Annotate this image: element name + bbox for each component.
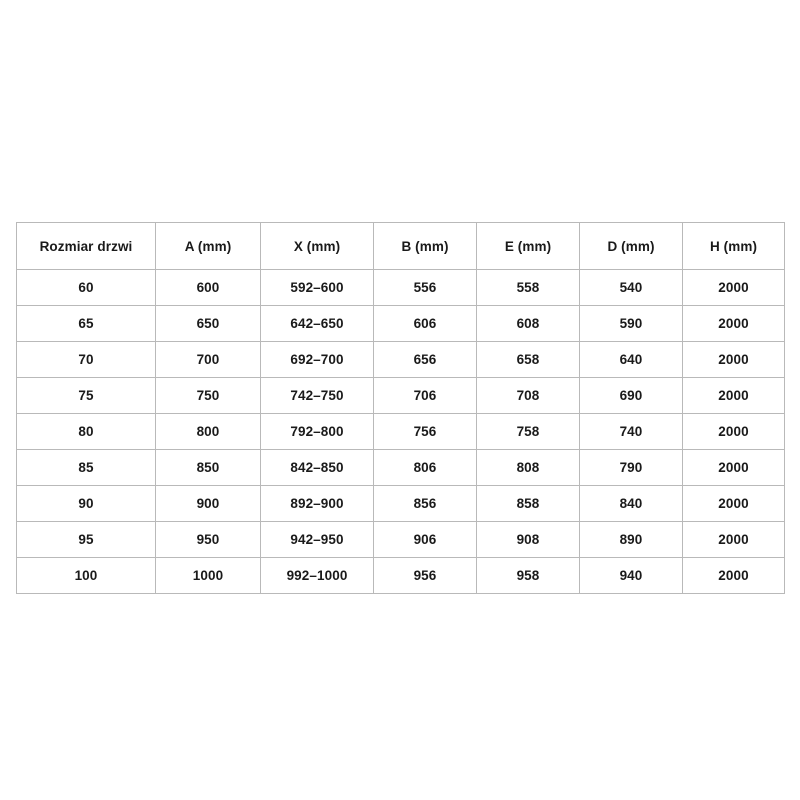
cell-rozmiar-drzwi: 60 [17,270,156,306]
cell-x: 742–750 [261,378,374,414]
cell-h: 2000 [683,414,785,450]
cell-b: 906 [374,522,477,558]
table-row [17,342,785,378]
spec-table-container [16,222,784,594]
cell-x: 942–950 [261,522,374,558]
cell-h: 2000 [683,522,785,558]
cell-h: 2000 [683,450,785,486]
cell-b: 856 [374,486,477,522]
cell-d: 640 [580,342,683,378]
cell-h: 2000 [683,306,785,342]
cell-b: 806 [374,450,477,486]
cell-x: 692–700 [261,342,374,378]
cell-a: 650 [156,306,261,342]
cell-d: 790 [580,450,683,486]
table-row [17,522,785,558]
cell-e: 608 [477,306,580,342]
cell-rozmiar-drzwi: 65 [17,306,156,342]
cell-b: 556 [374,270,477,306]
cell-e: 758 [477,414,580,450]
cell-e: 708 [477,378,580,414]
cell-e: 658 [477,342,580,378]
cell-b: 756 [374,414,477,450]
cell-e: 558 [477,270,580,306]
cell-e: 858 [477,486,580,522]
cell-rozmiar-drzwi: 95 [17,522,156,558]
cell-rozmiar-drzwi: 100 [17,558,156,594]
cell-d: 690 [580,378,683,414]
cell-x: 592–600 [261,270,374,306]
cell-rozmiar-drzwi: 70 [17,342,156,378]
column-header-d: D (mm) [580,223,683,270]
cell-b: 606 [374,306,477,342]
cell-b: 706 [374,378,477,414]
cell-a: 700 [156,342,261,378]
table-row [17,558,785,594]
cell-rozmiar-drzwi: 75 [17,378,156,414]
cell-rozmiar-drzwi: 80 [17,414,156,450]
door-size-spec-table [16,222,785,594]
cell-rozmiar-drzwi: 90 [17,486,156,522]
cell-h: 2000 [683,558,785,594]
cell-x: 842–850 [261,450,374,486]
table-row [17,450,785,486]
cell-e: 958 [477,558,580,594]
cell-a: 600 [156,270,261,306]
cell-x: 642–650 [261,306,374,342]
column-header-rozmiar-drzwi: Rozmiar drzwi [17,223,156,270]
table-row [17,486,785,522]
cell-h: 2000 [683,342,785,378]
cell-x: 792–800 [261,414,374,450]
cell-h: 2000 [683,270,785,306]
table-row [17,270,785,306]
cell-d: 590 [580,306,683,342]
table-row [17,414,785,450]
cell-a: 850 [156,450,261,486]
cell-a: 950 [156,522,261,558]
cell-d: 890 [580,522,683,558]
cell-b: 656 [374,342,477,378]
cell-d: 840 [580,486,683,522]
cell-e: 908 [477,522,580,558]
cell-x: 992–1000 [261,558,374,594]
cell-a: 1000 [156,558,261,594]
table-row [17,378,785,414]
cell-b: 956 [374,558,477,594]
cell-d: 740 [580,414,683,450]
cell-d: 940 [580,558,683,594]
cell-h: 2000 [683,486,785,522]
column-header-h: H (mm) [683,223,785,270]
column-header-a: A (mm) [156,223,261,270]
cell-a: 800 [156,414,261,450]
table-body [17,270,785,594]
table-row [17,306,785,342]
column-header-x: X (mm) [261,223,374,270]
column-header-e: E (mm) [477,223,580,270]
cell-rozmiar-drzwi: 85 [17,450,156,486]
table-header [17,223,785,270]
cell-d: 540 [580,270,683,306]
cell-x: 892–900 [261,486,374,522]
cell-a: 900 [156,486,261,522]
cell-a: 750 [156,378,261,414]
table-header-row [17,223,785,270]
cell-e: 808 [477,450,580,486]
cell-h: 2000 [683,378,785,414]
column-header-b: B (mm) [374,223,477,270]
